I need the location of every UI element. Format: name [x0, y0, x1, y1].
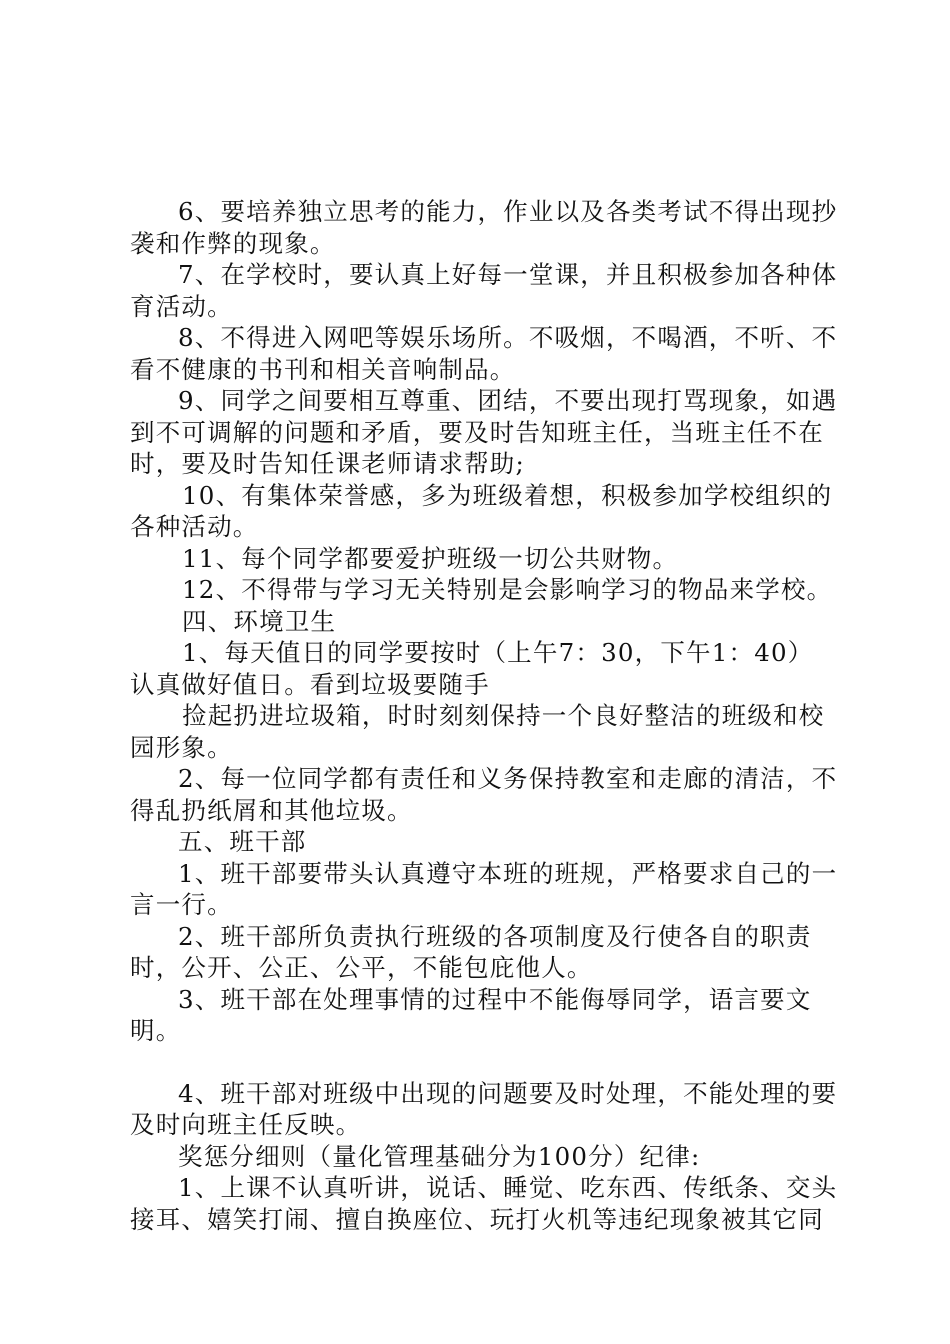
paragraph-cadres-2: 2、班干部所负责执行班级的各项制度及行使各自的职责时，公开、公正、公平，不能包庇他人。: [130, 921, 812, 982]
paragraph-rule-12: 12、不得带与学习无关特别是会影响学习的物品来学校。: [182, 575, 833, 604]
paragraph-rule-10: 10、有集体荣誉感，多为班级着想，积极参加学校组织的各种活动。: [130, 480, 833, 541]
blank-line: [130, 1047, 838, 1078]
paragraph-rule-7: 7、在学校时，要认真上好每一堂课，并且积极参加各种体育活动。: [130, 260, 838, 321]
paragraph-rule-8: 8、不得进入网吧等娱乐场所。不吸烟，不喝酒，不听、不看不健康的书刊和相关音响制品。: [130, 323, 838, 384]
section-heading-class-cadres: 五、班干部: [178, 827, 307, 856]
paragraph-environment-2: 2、每一位同学都有责任和义务保持教室和走廊的清洁，不得乱扔纸屑和其他垃圾。: [130, 764, 838, 825]
paragraph-environment-1-cont: 捡起扔进垃圾箱，时时刻刻保持一个良好整洁的班级和校园形象。: [130, 701, 825, 762]
paragraph-cadres-1: 1、班干部要带头认真遵守本班的班规，严格要求自己的一言一行。: [130, 858, 838, 919]
paragraph-environment-1: 1、每天值日的同学要按时（上午7：30，下午1：40）认真做好值日。看到垃圾要随手: [130, 638, 814, 699]
paragraph-discipline-1: 1、上课不认真听讲，说话、睡觉、吃东西、传纸条、交头接耳、嬉笑打闹、擅自换座位、玩打火机等违纪现象被其它同: [130, 1173, 838, 1234]
paragraph-cadres-3: 3、班干部在处理事情的过程中不能侮辱同学，语言要文明。: [130, 984, 812, 1045]
section-heading-environment: 四、环境卫生: [182, 606, 337, 636]
paragraph-rule-11: 11、每个同学都要爱护班级一切公共财物。: [182, 543, 679, 573]
paragraph-cadres-4: 4、班干部对班级中出现的问题要及时处理，不能处理的要及时向班主任反映。: [130, 1078, 838, 1139]
section-heading-rewards: 奖惩分细则（量化管理基础分为100分）纪律:: [178, 1141, 701, 1171]
paragraph-rule-6: 6、要培养独立思考的能力，作业以及各类考试不得出现抄袭和作弊的现象。: [130, 197, 838, 258]
paragraph-rule-9: 9、同学之间要相互尊重、团结，不要出现打骂现象，如遇到不可调解的问题和矛盾，要及时告知班主任，当班主任不在时，要及时告知任课老师请求帮助;: [130, 386, 838, 478]
document-body: [130, 196, 838, 1235]
